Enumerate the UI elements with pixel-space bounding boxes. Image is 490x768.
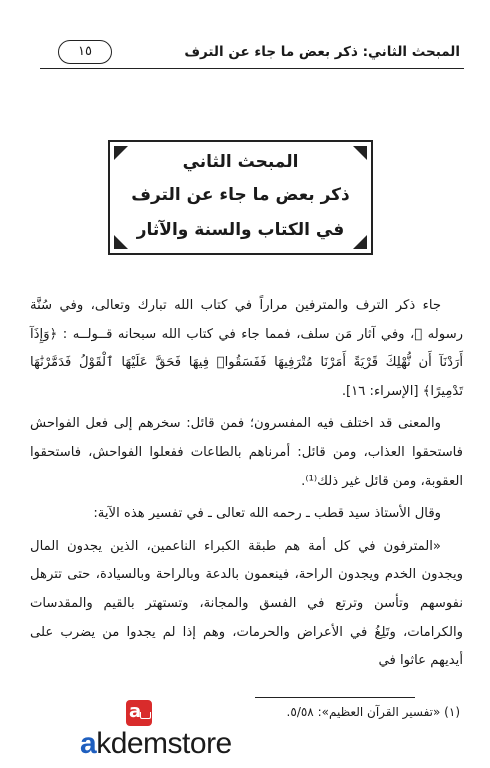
paragraph-2: والمعنى قد اختلف فيه المفسرون؛ فمن قائل: سخرهم إلى فعل الفواحش فاستحقوا العذاب، ومن قائل: أمرناهم بالطاعات ففعلوا الفواحش، فاستحقوا العقوبة، ومن قائل غير ذلك⁽¹⁾.: [30, 416, 463, 489]
chapter-title-line-3: في الكتاب والسنة والآثار: [136, 220, 345, 240]
paragraph-3: وقال الأستاذ سيد قطب ـ رحمه الله تعالى ـ في تفسير هذه الآية:: [93, 506, 441, 522]
chapter-title-box: [108, 140, 373, 255]
watermark-brand-first: a: [80, 727, 97, 760]
running-header-title: المبحث الثاني: ذكر بعض ما جاء عن الترف: [184, 44, 460, 60]
logo-letter: a: [129, 701, 142, 722]
footnote-rule: [255, 697, 415, 698]
cart-icon: [140, 712, 151, 719]
body-text: [30, 292, 463, 676]
store-watermark: [80, 728, 232, 760]
chapter-title-line-1: المبحث الثاني: [182, 152, 299, 172]
watermark-brand-rest: kdemstore: [96, 727, 232, 760]
paragraph-1: جاء ذكر الترف والمترفين مراراً في كتاب الله تبارك وتعالى، وفي سُنَّة رسوله ﷺ، وفي آثار مَن سلف، فمما جاء في كتاب الله سبحانه قــولــه : ﴿وَإِذَآ أَرَدْنَآ أَن نُّهْلِكَ قَرْيَةً أَمَرْنَا مُتْرَفِيهَا فَفَسَقُوا۟ فِيهَا فَحَقَّ عَلَيْهَا ٱلْقَوْلُ فَدَمَّرْنَٰهَا تَدْمِيرًا﴾ [الإسراء: ١٦].: [30, 298, 463, 399]
chapter-title-line-2: ذكر بعض ما جاء عن الترف: [131, 185, 350, 205]
store-logo-icon: [126, 700, 152, 726]
header-rule: [40, 68, 464, 69]
paragraph-4-quote: «المترفون في كل أمة هم طبقة الكبراء الناعمين، الذين يجدون المال ويجدون الخدم ويجدون الراحة، فينعمون بالدعة وبالراحة وبالسيادة، حتى تترهل نفوسهم وتأسن وترتع في الفسق والمجانة، وتستهتر بالقيم والمقدسات والكرامات، وتَلِغُ في الأعراض والحرمات، وهم إذا لم يجدوا من يضرب على أيديهم عاثوا في: [30, 538, 463, 669]
page-number: ١٥: [58, 40, 112, 64]
footnote: (١) «تفسير القرآن العظيم»: ٥/٥٨.: [286, 705, 460, 719]
